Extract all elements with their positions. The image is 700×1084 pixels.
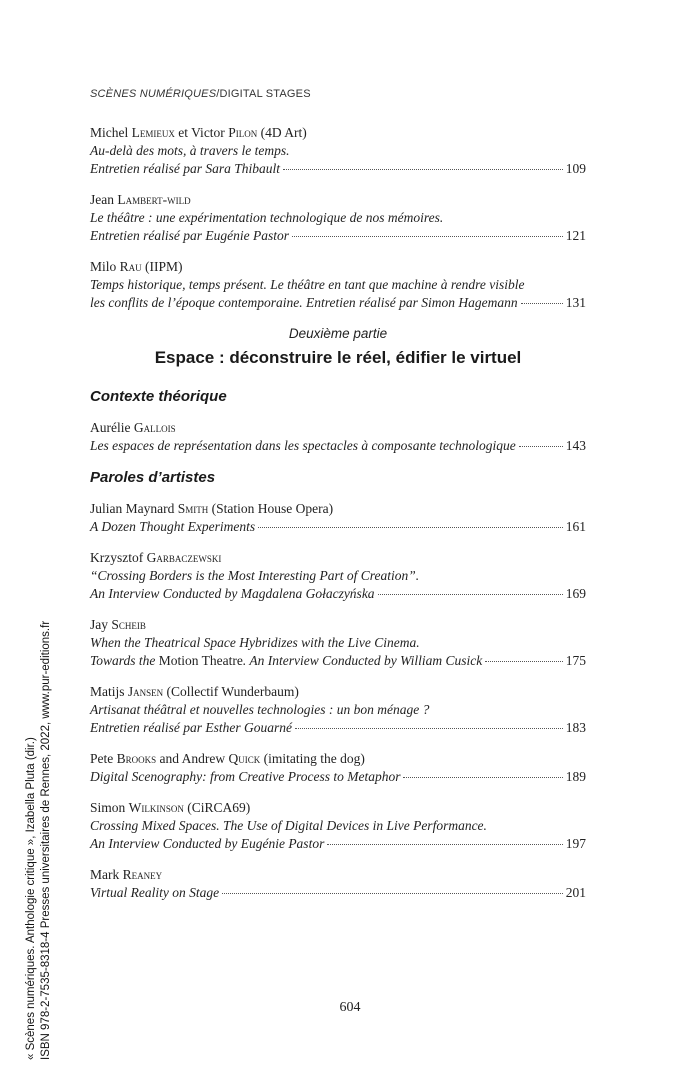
toc-entry-page: 161 [565, 519, 586, 534]
toc-entry [90, 419, 586, 455]
section-heading: Paroles d’artistes [90, 469, 216, 486]
dot-leader [283, 168, 563, 170]
part-label: Deuxième partie [288, 326, 388, 341]
author-first: Jay [90, 617, 112, 632]
author-first: Michel [90, 125, 132, 140]
author-suffix: (CiRCA69) [183, 800, 251, 815]
author-first: Pete [90, 751, 117, 766]
running-header [90, 88, 311, 100]
toc-entry-leader-line[interactable] [90, 768, 586, 786]
toc-entry [90, 191, 586, 245]
side-credit [24, 621, 54, 1060]
author-first: Aurélie [90, 420, 134, 435]
toc-entry-author [90, 500, 586, 518]
author-mid: et Victor [174, 125, 229, 140]
toc-entry [90, 799, 586, 853]
toc-entry-leader-line[interactable] [90, 719, 586, 737]
author-suffix: (imitating the dog) [260, 751, 365, 766]
toc-entry-title-line: Au-delà des mots, à travers le temps. [90, 143, 290, 158]
toc-entry-title-line: Artisanat théâtral et nouvelles technologies : un bon ménage ? [90, 702, 430, 717]
toc-entry-page: 189 [565, 769, 586, 784]
toc-entry-leader-line[interactable] [90, 160, 586, 178]
toc-entry-author [90, 124, 586, 142]
toc-entry-page: 143 [565, 438, 586, 453]
dot-leader [403, 776, 562, 778]
author-suffix: (Collectif Wunderbaum) [163, 684, 299, 699]
toc-entry-title-line: Temps historique, temps présent. Le théâtre en tant que machine à rendre visible [90, 277, 525, 292]
author-suffix: (4D Art) [257, 125, 307, 140]
author-suffix: (Station House Opera) [208, 501, 334, 516]
running-header-title-italic: SCÈNES NUMÉRIQUES [90, 88, 217, 100]
toc-entry-title-line: An Interview Conducted by Magdalena Gołaczyńska [90, 586, 375, 601]
toc-entry-title-line: A Dozen Thought Experiments [90, 519, 256, 534]
toc-entry-title-line: Crossing Mixed Spaces. The Use of Digital Devices in Live Performance. [90, 818, 487, 833]
author-last: Jansen [127, 684, 164, 699]
toc-entry-page: 131 [565, 295, 586, 310]
toc-entry-leader-line[interactable] [90, 585, 586, 603]
author-last: Gallois [133, 420, 176, 435]
toc-entry-title-line: Entretien réalisé par Sara Thibault [90, 161, 280, 176]
toc-entry [90, 866, 586, 902]
toc-entry [90, 258, 586, 312]
author-suffix: (IIPM) [141, 259, 183, 274]
toc-entry-page: 175 [565, 653, 586, 668]
toc-entry-title-line: Entretien réalisé par Esther Gouarné [90, 720, 292, 735]
dot-leader [258, 526, 563, 528]
author-first: Krzysztof [90, 550, 147, 565]
author-last: Brooks [116, 751, 157, 766]
toc-entry-leader-line[interactable] [90, 884, 586, 902]
author-last: Rau [119, 259, 142, 274]
toc-entry-title-line: les conflits de l’époque contemporaine. Entretien réalisé par Simon Hagemann [90, 295, 518, 310]
dot-leader [378, 593, 563, 595]
author-last: Garbaczewski [146, 550, 222, 565]
toc-entry-author [90, 799, 586, 817]
toc-entry-leader-line[interactable] [90, 518, 586, 536]
title-part: . An Interview Conducted by William Cusick [242, 653, 483, 668]
toc-entry-leader-line[interactable] [90, 227, 586, 245]
dot-leader [327, 843, 562, 845]
dot-leader [521, 302, 563, 304]
author-last-2: Pilon [228, 125, 258, 140]
running-header-title-rest: /DIGITAL STAGES [216, 88, 311, 100]
toc-entry-leader-line[interactable] [90, 652, 586, 670]
toc-entry-title-line: Les espaces de représentation dans les spectacles à composante technologique [90, 438, 516, 453]
toc-entry-author [90, 616, 586, 634]
side-credit-line: « Scènes numériques. Anthologie critique », Izabella Pluta (dir.) [25, 737, 37, 1060]
toc-entry [90, 124, 586, 178]
author-last: Wilkinson [128, 800, 184, 815]
toc-entry-title-line: Entretien réalisé par Eugénie Pastor [90, 228, 289, 243]
toc-entry-title-line: An Interview Conducted by Eugénie Pastor [90, 836, 325, 851]
toc-entry-page: 183 [565, 720, 586, 735]
toc-entry-author [90, 750, 586, 768]
title-part-upright: Motion Theatre [158, 653, 243, 668]
toc-entry-title-line: Digital Scenography: from Creative Process to Metaphor [90, 769, 401, 784]
part-title: Espace : déconstruire le réel, édifier le virtuel [154, 348, 522, 367]
toc-entry-author [90, 419, 586, 437]
toc-entry [90, 616, 586, 670]
toc-entry-author [90, 683, 586, 701]
table-of-contents [90, 124, 586, 915]
toc-entry-title-line: Le théâtre : une expérimentation technologique de nos mémoires. [90, 210, 444, 225]
dot-leader [295, 727, 563, 729]
toc-entry-title-line [90, 652, 482, 670]
author-first: Simon [90, 800, 129, 815]
author-last: Lambert-wild [117, 192, 191, 207]
dot-leader [485, 660, 563, 662]
author-first: Jean [90, 192, 118, 207]
toc-entry-author [90, 866, 586, 884]
author-mid: and Andrew [156, 751, 229, 766]
author-last: Smith [177, 501, 209, 516]
toc-entry [90, 750, 586, 786]
toc-entry-author [90, 549, 586, 567]
dot-leader [222, 892, 563, 894]
title-part: Towards the [90, 653, 159, 668]
author-first: Milo [90, 259, 120, 274]
author-last: Lemieux [131, 125, 175, 140]
dot-leader [292, 235, 563, 237]
toc-entry-title-line: When the Theatrical Space Hybridizes with the Live Cinema. [90, 635, 420, 650]
author-last: Reaney [122, 867, 163, 882]
section-heading: Contexte théorique [90, 388, 227, 405]
author-last: Scheib [111, 617, 146, 632]
toc-entry-leader-line[interactable] [90, 294, 586, 312]
toc-entry [90, 549, 586, 603]
page-number: 604 [339, 1000, 361, 1015]
toc-entry-page: 169 [565, 586, 586, 601]
toc-entry [90, 683, 586, 737]
side-credit-line: ISBN 978-2-7535-8318-4 Presses universitaires de Rennes, 2022, www.pur-editions.fr [40, 620, 52, 1060]
author-first: Mark [90, 867, 123, 882]
dot-leader [519, 445, 563, 447]
author-last-2: Quick [228, 751, 261, 766]
toc-entry-title-line: Virtual Reality on Stage [90, 885, 220, 900]
toc-entry-leader-line[interactable] [90, 437, 586, 455]
toc-entry-author [90, 191, 586, 209]
author-first: Matijs [90, 684, 128, 699]
toc-entry-page: 201 [565, 885, 586, 900]
toc-entry-page: 121 [565, 228, 586, 243]
author-first: Julian Maynard [90, 501, 178, 516]
toc-entry-page: 197 [565, 836, 586, 851]
toc-entry-title-line: “Crossing Borders is the Most Interesting Part of Creation”. [90, 568, 420, 583]
toc-entry-author [90, 258, 586, 276]
toc-entry-leader-line[interactable] [90, 835, 586, 853]
toc-entry [90, 500, 586, 536]
toc-entry-page: 109 [565, 161, 586, 176]
